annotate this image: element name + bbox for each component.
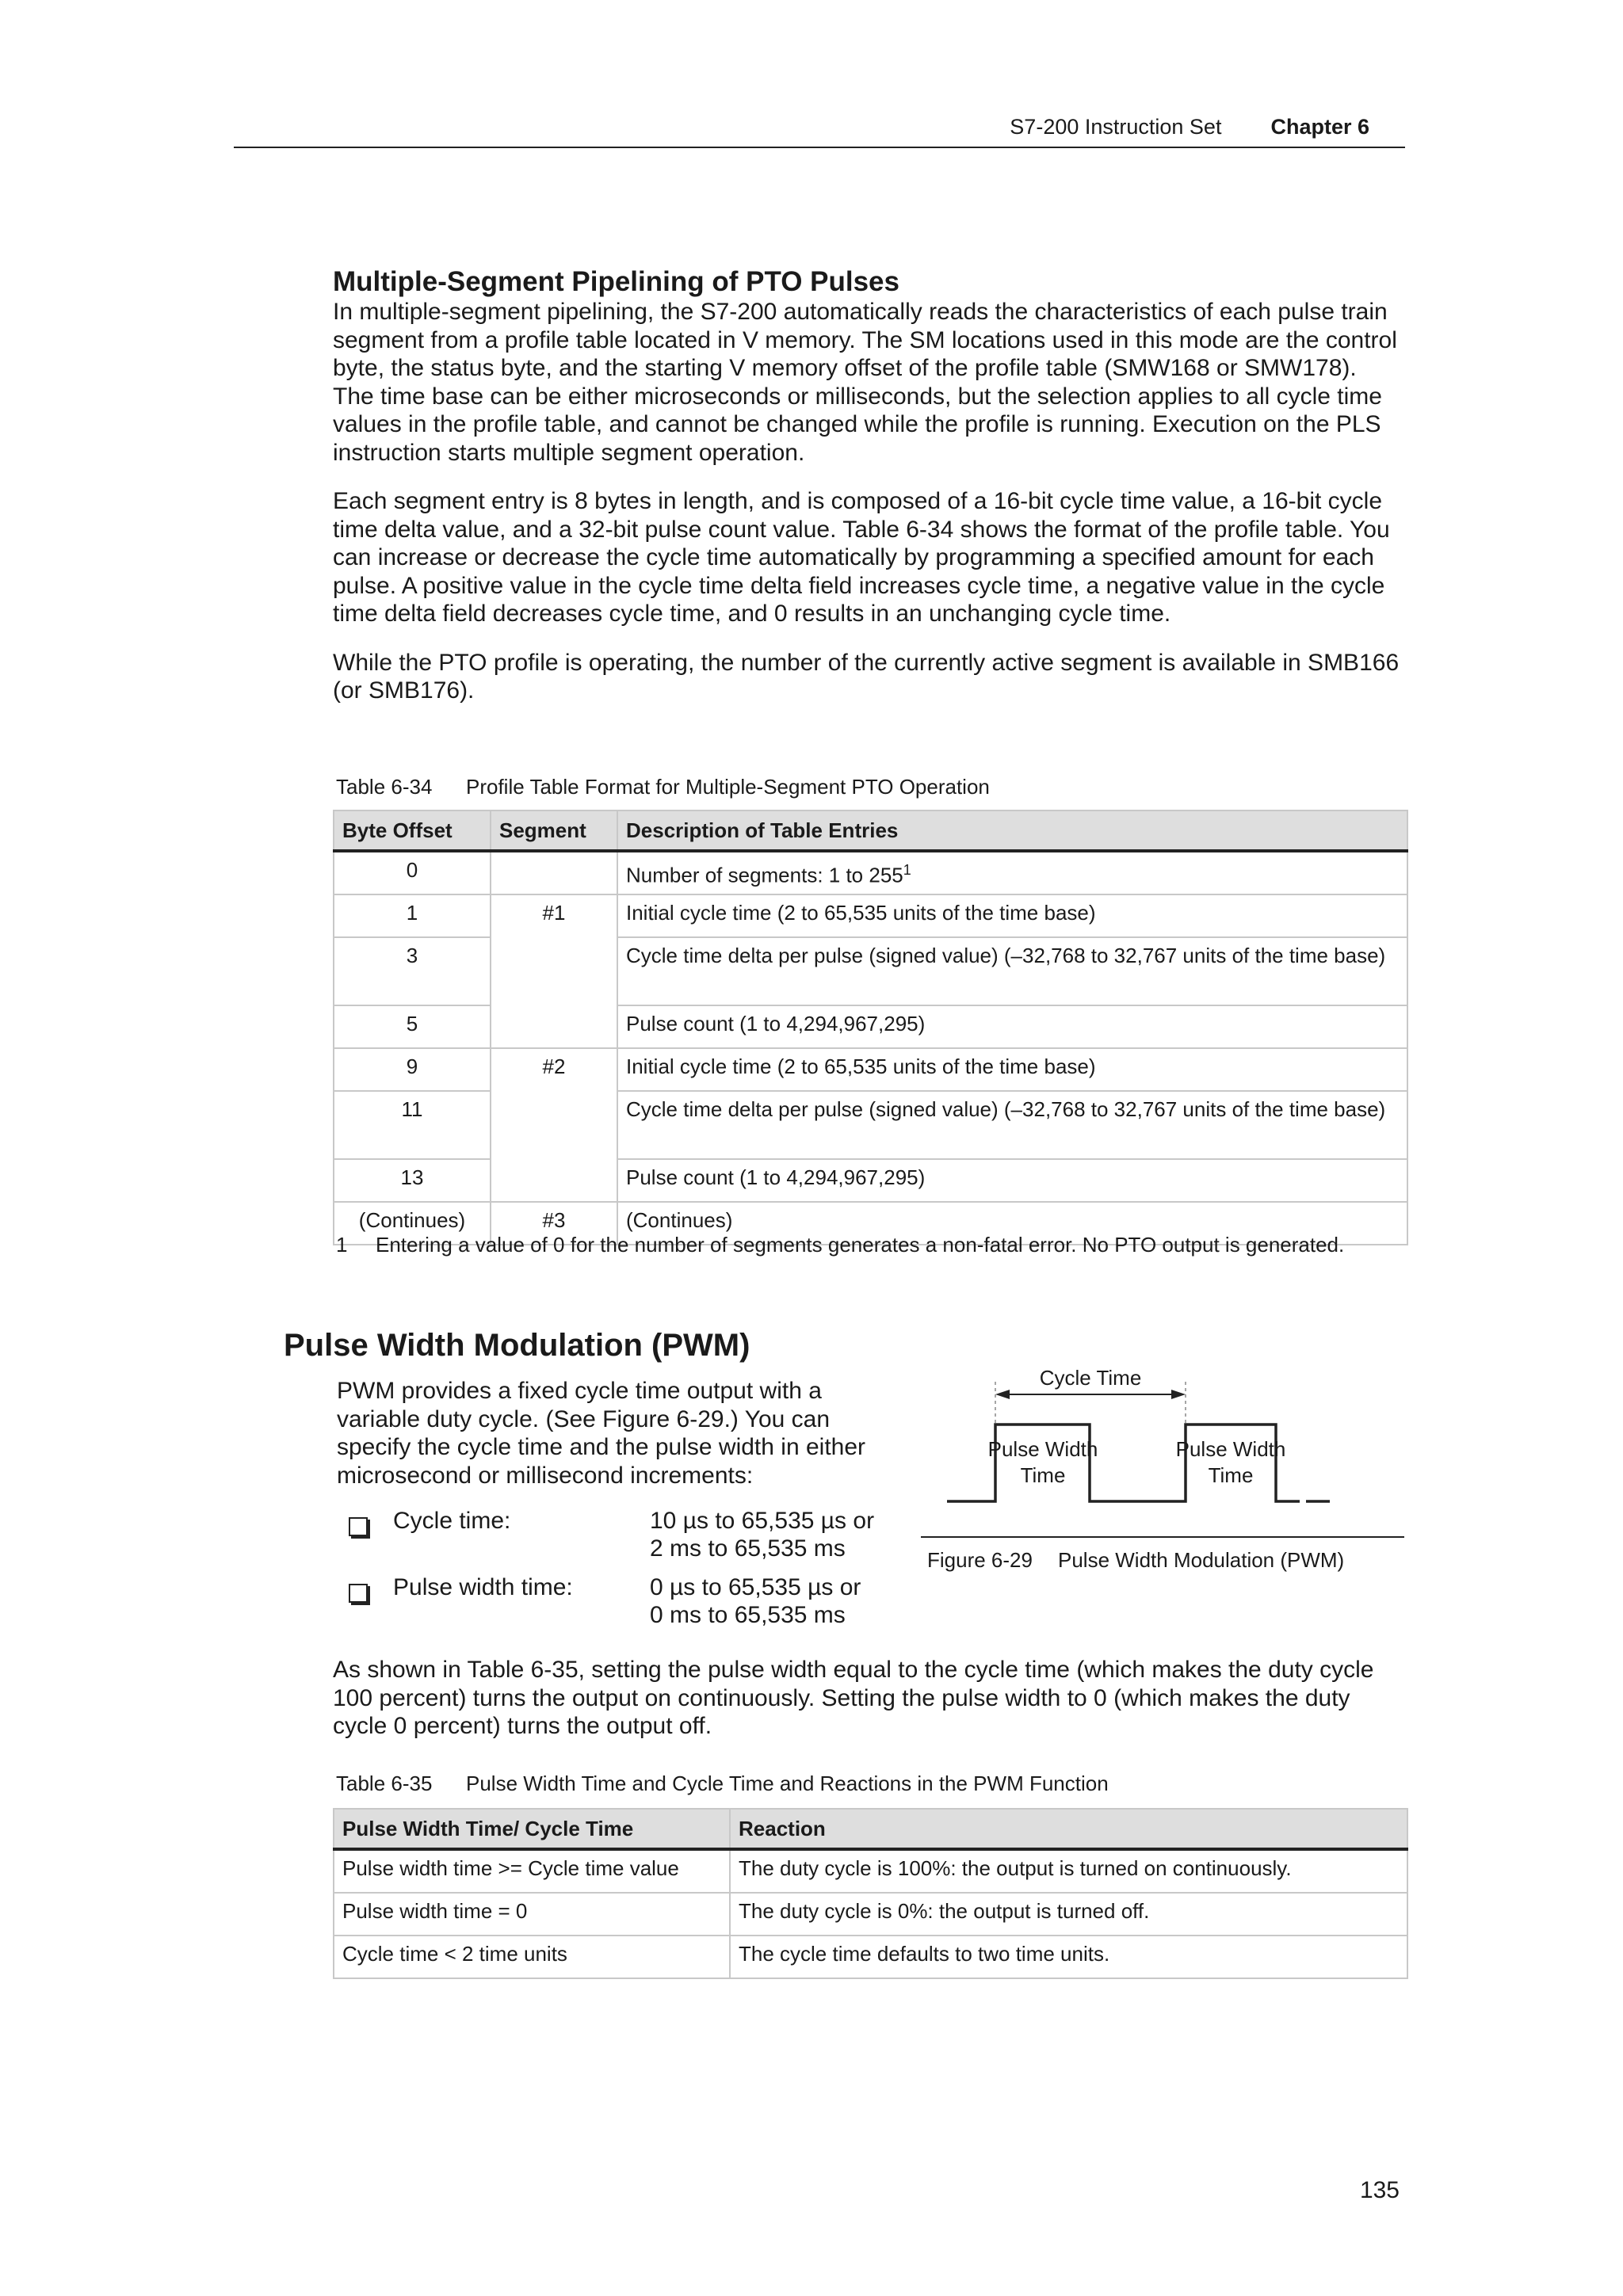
pto-heading: Multiple-Segment Pipelining of PTO Pulses [333, 266, 899, 297]
bullet-label: Pulse width time: [393, 1574, 573, 1600]
running-header [1010, 115, 1369, 139]
reaction-cell: The duty cycle is 0%: the output is turned off. [730, 1893, 1407, 1936]
list-item [349, 1507, 927, 1562]
table-row [334, 1893, 1407, 1936]
pulse-width-label: Time [1208, 1463, 1254, 1487]
segment-cell: #3 [491, 1202, 617, 1245]
table-header-cell: Byte Offset [334, 810, 491, 851]
pto-paragraph-2: Each segment entry is 8 bytes in length, and is composed of a 16-bit cycle time value, a 16-bit cycle time delta value, and a 32-bit pulse count value. Table 6-34 shows the format of the profile table. You can increase or decrease the cycle time automatically by programming a specified amount for each pulse. A positive value in the cycle time delta field increases cycle time, a negative value in the cycle time delta field decreases cycle time, and 0 results in an unchanging cycle time. [333, 488, 1390, 627]
bullet-value-line: 0 ms to 65,535 ms [650, 1602, 846, 1628]
condition-cell: Cycle time < 2 time units [334, 1936, 730, 1978]
header-chapter: Chapter 6 [1270, 115, 1369, 139]
table-6-35-number: Table 6-35 [336, 1772, 433, 1795]
pto-section [333, 266, 1403, 705]
description-cell: Cycle time delta per pulse (signed value) (–32,768 to 32,767 units of the time base) [617, 1091, 1407, 1159]
pulse-width-label: Pulse Width [987, 1437, 1098, 1461]
table-6-35 [333, 1808, 1408, 1979]
footnote-marker: 1 [903, 862, 911, 878]
pwm-bullet-list [349, 1507, 927, 1637]
pwm-waveform-figure [911, 1363, 1411, 1545]
table-header-row [334, 810, 1407, 851]
bullet-value-line: 2 ms to 65,535 ms [650, 1535, 846, 1562]
arrow-right-icon [1171, 1390, 1186, 1399]
bullet-label: Cycle time: [393, 1508, 511, 1534]
segment-cell [491, 851, 617, 894]
header-rule [234, 147, 1405, 148]
table-header-cell: Reaction [730, 1809, 1407, 1849]
description-text: Number of segments: 1 to 255 [626, 863, 903, 887]
figure-6-29-caption [927, 1548, 1344, 1573]
table-6-34-title: Profile Table Format for Multiple-Segment PTO Operation [466, 775, 990, 799]
bullet-value [650, 1507, 874, 1562]
table-6-35-title: Pulse Width Time and Cycle Time and Reactions in the PWM Function [466, 1772, 1109, 1795]
header-title: S7-200 Instruction Set [1010, 115, 1222, 139]
byte-offset-cell: 0 [334, 851, 491, 894]
table-6-34-number: Table 6-34 [336, 775, 433, 799]
table-row [334, 894, 1407, 937]
description-cell [617, 851, 1407, 894]
table-header-cell: Segment [491, 810, 617, 851]
cycle-time-label: Cycle Time [1039, 1366, 1142, 1390]
condition-cell: Pulse width time = 0 [334, 1893, 730, 1936]
byte-offset-cell: 9 [334, 1048, 491, 1091]
byte-offset-cell: (Continues) [334, 1202, 491, 1245]
description-cell: Initial cycle time (2 to 65,535 units of the time base) [617, 1048, 1407, 1091]
pulse-width-label: Pulse Width [1175, 1437, 1286, 1461]
segment-cell: #2 [491, 1048, 617, 1202]
table-header-cell: Pulse Width Time/ Cycle Time [334, 1809, 730, 1849]
footnote-number: 1 [336, 1233, 348, 1257]
description-cell: (Continues) [617, 1202, 1407, 1245]
reaction-cell: The duty cycle is 100%: the output is turned on continuously. [730, 1849, 1407, 1893]
bullet-value-line: 0 µs to 65,535 µs or [650, 1574, 861, 1600]
pto-paragraph-1: In multiple-segment pipelining, the S7-200 automatically reads the characteristics of each pulse train segment from a profile table located in V memory. The SM locations used in this mode are the control byte, the status byte, and the starting V memory offset of the profile table (SMW168 or SMW178). The time base can be either microseconds or milliseconds, but the selection applies to all cycle time values in the profile table, and cannot be changed while the profile is running. Execution on the PLS instruction starts multiple segment operation. [333, 299, 1397, 466]
description-cell: Cycle time delta per pulse (signed value) (–32,768 to 32,767 units of the time base) [617, 937, 1407, 1005]
pwm-paragraph: As shown in Table 6-35, setting the pulse width equal to the cycle time (which makes the duty cycle 100 percent) turns the output on continuously. Setting the pulse width to 0 (which makes the duty cycle 0 percent) turns the output off. [333, 1657, 1374, 1739]
figure-number: Figure 6-29 [927, 1548, 1033, 1572]
table-row [334, 1849, 1407, 1893]
table-row [334, 1936, 1407, 1978]
table-6-34-caption [336, 775, 990, 799]
byte-offset-cell: 3 [334, 937, 491, 1005]
pwm-heading: Pulse Width Modulation (PWM) [284, 1328, 750, 1363]
byte-offset-cell: 5 [334, 1005, 491, 1048]
pulse-width-label: Time [1020, 1463, 1066, 1487]
page-number: 135 [1359, 2177, 1400, 2203]
byte-offset-cell: 13 [334, 1159, 491, 1202]
checkbox-bullet-icon [349, 1584, 368, 1603]
pwm-intro: PWM provides a fixed cycle time output with a variable duty cycle. (See Figure 6-29.) You can specify the cycle time and the pulse width in either microsecond or millisecond increments: [337, 1378, 866, 1489]
description-cell: Initial cycle time (2 to 65,535 units of the time base) [617, 894, 1407, 937]
footnote-text: Entering a value of 0 for the number of segments generates a non-fatal error. No PTO output is generated. [376, 1233, 1345, 1257]
arrow-left-icon [995, 1390, 1010, 1399]
table-6-34-footnote [336, 1233, 1344, 1257]
table-row [334, 851, 1407, 894]
table-6-34 [333, 810, 1408, 1245]
description-cell: Pulse count (1 to 4,294,967,295) [617, 1005, 1407, 1048]
bullet-value [650, 1573, 861, 1629]
table-header-row [334, 1809, 1407, 1849]
table-row [334, 1048, 1407, 1091]
list-item [349, 1573, 927, 1629]
checkbox-bullet-icon [349, 1517, 368, 1536]
byte-offset-cell: 11 [334, 1091, 491, 1159]
table-header-cell: Description of Table Entries [617, 810, 1407, 851]
pto-paragraph-3: While the PTO profile is operating, the number of the currently active segment is available in SMB166 (or SMB176). [333, 649, 1400, 704]
condition-cell: Pulse width time >= Cycle time value [334, 1849, 730, 1893]
reaction-cell: The cycle time defaults to two time units. [730, 1936, 1407, 1978]
figure-title: Pulse Width Modulation (PWM) [1058, 1548, 1345, 1572]
segment-cell: #1 [491, 894, 617, 1048]
bullet-value-line: 10 µs to 65,535 µs or [650, 1508, 875, 1534]
byte-offset-cell: 1 [334, 894, 491, 937]
table-6-35-caption [336, 1772, 1109, 1796]
description-cell: Pulse count (1 to 4,294,967,295) [617, 1159, 1407, 1202]
